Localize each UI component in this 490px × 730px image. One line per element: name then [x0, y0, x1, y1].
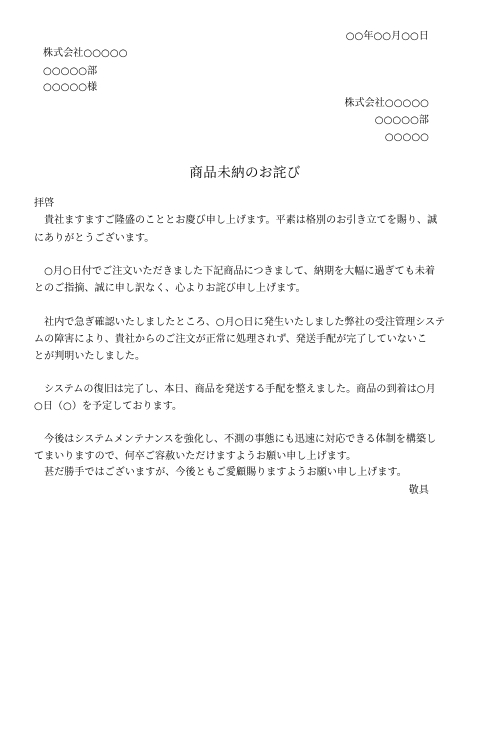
- body-line: ○月○日付でご注文いただきました下記商品につきまして、納期を大幅に過ぎても未着: [34, 266, 436, 277]
- body-line: とが判明いたしました。: [34, 351, 146, 362]
- body-line: 今後はシステムメンテナンスを強化し、不測の事態にも迅速に対応できる体制を構築し: [34, 434, 437, 445]
- closing-word: 敬具: [408, 485, 429, 496]
- body-line: とのご指摘、誠に申し訳なく、心よりお詫び申し上げます。: [34, 283, 306, 294]
- letter-date: ○○年○○月○○日: [345, 31, 429, 42]
- body-line: ムの障害により、貴社からのご注文が正常に処理されず、発送手配が完了していないこ: [34, 334, 428, 345]
- recipient-department: ○○○○○部: [43, 66, 98, 77]
- body-line: にありがとうございます。: [34, 233, 155, 244]
- body-line: てまいりますので、何卒ご容赦いただけますようお願い申し上げます。: [34, 451, 357, 462]
- body-line: 甚だ勝手ではございますが、今後ともご愛顧賜りますようお願い申し上げます。: [34, 467, 407, 478]
- opening-word: 拝啓: [34, 198, 55, 209]
- body-line: ○日（○）を予定しております。: [34, 401, 183, 412]
- sender-department: ○○○○○部: [374, 115, 429, 126]
- body-line: 社内で急ぎ確認いたしましたところ、○月○日に発生いたしました弊社の受注管理システ: [34, 317, 446, 328]
- recipient-company: 株式会社○○○○○: [43, 48, 128, 59]
- recipient-name: ○○○○○様: [43, 82, 98, 93]
- body-line: 貴社ますますご隆盛のこととお慶び申し上げます。平素は格別のお引き立てを賜り、誠: [34, 215, 438, 226]
- sender-company: 株式会社○○○○○: [344, 98, 429, 109]
- body-line: システムの復旧は完了し、本日、商品を発送する手配を整えました。商品の到着は○月: [34, 384, 436, 395]
- letter-title: 商品未納のお詫び: [189, 165, 301, 181]
- sender-name: ○○○○○: [384, 132, 429, 143]
